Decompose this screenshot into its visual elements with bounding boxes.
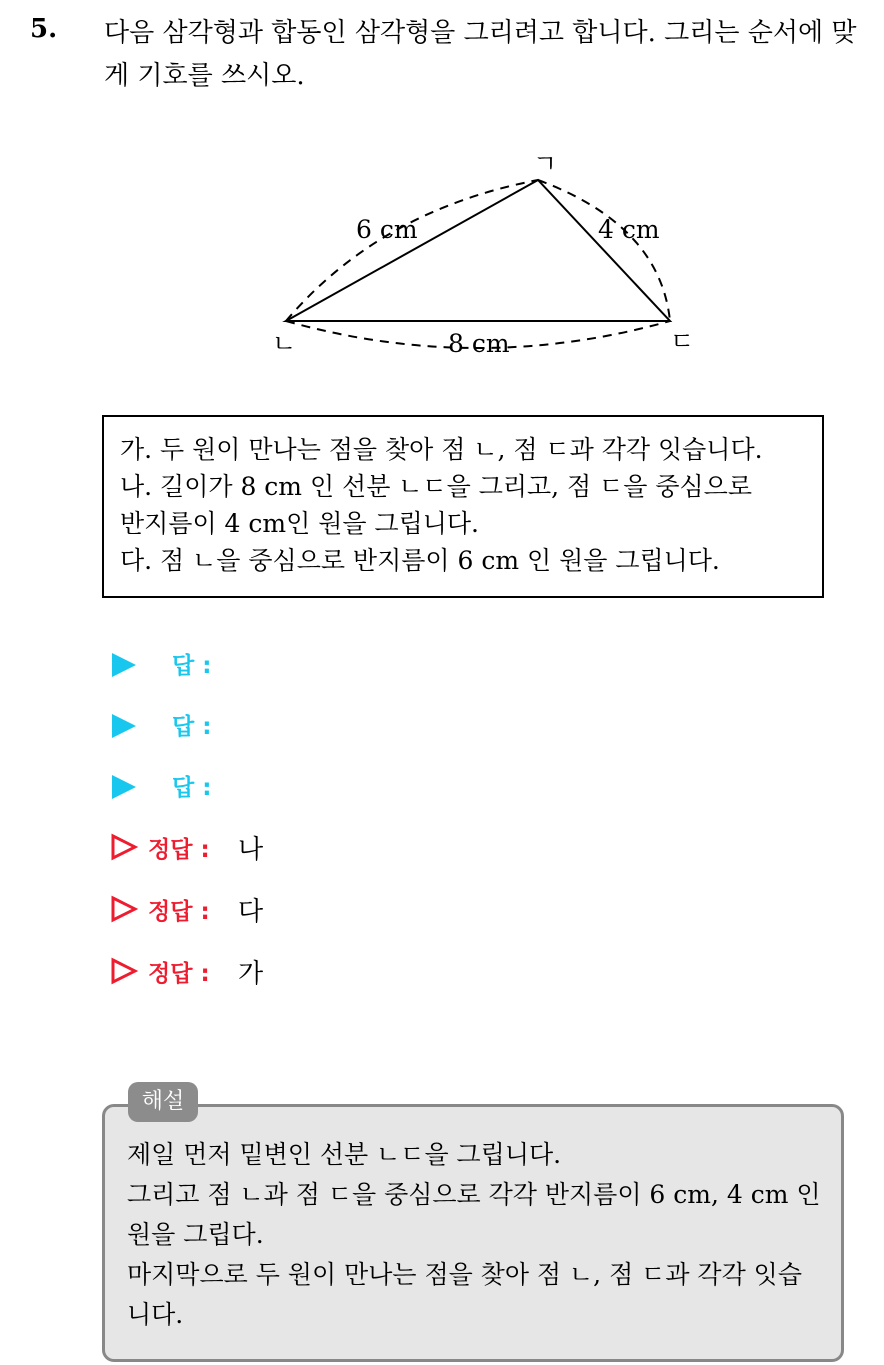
outline-triangle-icon (110, 957, 138, 985)
step-na: 나. 길이가 8 cm 인 선분 ㄴㄷ을 그리고, 점 ㄷ을 중심으로 (120, 472, 752, 501)
solution-line: 니다. (127, 1300, 184, 1329)
correct-answer-value: 가 (238, 959, 264, 989)
question-text: 다음 삼각형과 합동인 삼각형을 그리려고 합니다. 그리는 순서에 맞게 기호를 쓰시오. (104, 18, 857, 91)
vertex-left-label: ㄴ (272, 329, 297, 358)
step-ga: 가. 두 원이 만나는 점을 찾아 점 ㄴ, 점 ㄷ과 각각 잇습니다. (120, 435, 763, 464)
question-number: 5. (30, 14, 58, 44)
correct-answer-label: 정답 : (148, 961, 210, 987)
solution-line: 원을 그립다. (127, 1220, 264, 1249)
play-triangle-icon (112, 714, 136, 738)
vertex-top-label: ㄱ (533, 149, 558, 178)
solution-line: 제일 먼저 밑변인 선분 ㄴㄷ을 그립니다. (127, 1140, 562, 1169)
side-left-label: 6 cm (356, 215, 418, 244)
triangle (286, 180, 670, 321)
answer-label: 답 : (172, 653, 212, 679)
step-da: 다. 점 ㄴ을 중심으로 반지름이 6 cm 인 원을 그립니다. (120, 546, 720, 575)
triangle-figure (0, 0, 884, 400)
answer-label: 답 : (172, 714, 212, 740)
steps-box (102, 415, 824, 598)
outline-triangle-icon (110, 895, 138, 923)
side-bottom-label: 8 cm (448, 329, 510, 358)
play-triangle-icon (112, 653, 136, 677)
solution-line: 그리고 점 ㄴ과 점 ㄷ을 중심으로 각각 반지름이 6 cm, 4 cm 인 (127, 1180, 821, 1209)
outline-triangle-icon (110, 833, 138, 861)
step-na-cont: 반지름이 4 cm인 원을 그립니다. (120, 509, 479, 538)
play-triangle-icon (112, 775, 136, 799)
correct-answer-label: 정답 : (148, 837, 210, 863)
solution-tab: 해설 (128, 1082, 198, 1122)
correct-answer-value: 다 (238, 897, 264, 927)
solution-line: 마지막으로 두 원이 만나는 점을 찾아 점 ㄴ, 점 ㄷ과 각각 잇습 (127, 1260, 802, 1289)
correct-answer-label: 정답 : (148, 899, 210, 925)
answer-label: 답 : (172, 775, 212, 801)
correct-answer-value: 나 (238, 835, 264, 865)
vertex-right-label: ㄷ (670, 327, 695, 356)
solution-box (102, 1104, 844, 1362)
side-right-label: 4 cm (598, 215, 660, 244)
